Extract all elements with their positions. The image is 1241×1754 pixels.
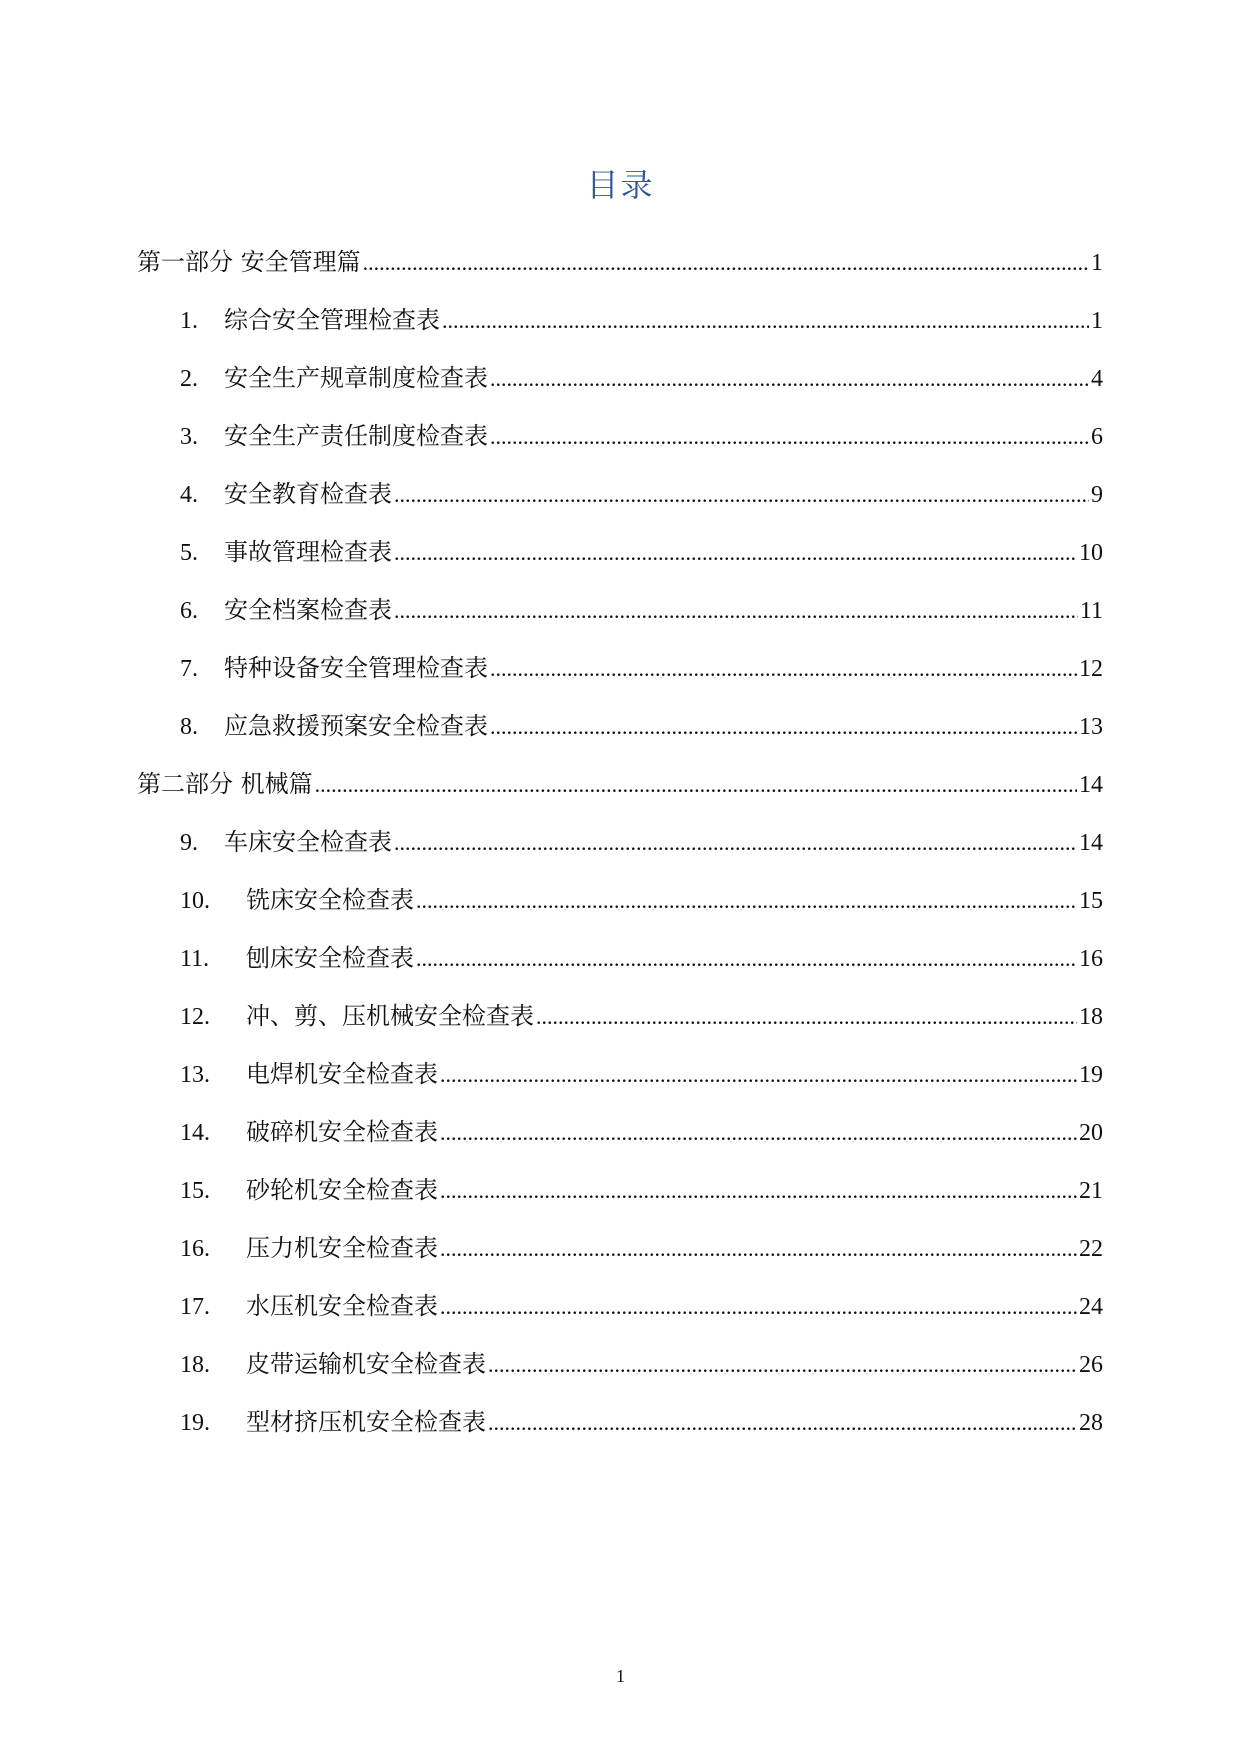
part-title: 第二部分 机械篇 <box>137 770 313 798</box>
toc-entry-3[interactable] <box>0 416 1241 456</box>
page-number: 13 <box>1079 714 1103 740</box>
toc-entry-13[interactable] <box>0 1054 1241 1094</box>
entry-label: 皮带运输机安全检查表 <box>246 1350 486 1378</box>
entry-label: 砂轮机安全检查表 <box>246 1176 438 1204</box>
entry-label: 破碎机安全检查表 <box>246 1118 438 1146</box>
entry-number: 15. <box>180 1178 210 1204</box>
entry-label: 压力机安全检查表 <box>246 1234 438 1262</box>
page-number: 1 <box>1091 308 1103 334</box>
entry-number: 19. <box>180 1410 210 1436</box>
entry-number: 11. <box>180 946 210 972</box>
toc-entry-5[interactable] <box>0 532 1241 572</box>
toc-entry-15[interactable] <box>0 1170 1241 1210</box>
entry-number: 7. <box>180 656 198 682</box>
toc-entry-9[interactable] <box>0 822 1241 862</box>
page-number: 12 <box>1079 656 1103 682</box>
page-number: 21 <box>1079 1178 1103 1204</box>
toc-entry-2[interactable] <box>0 358 1241 398</box>
toc-entry-18[interactable] <box>0 1344 1241 1384</box>
entry-label: 车床安全检查表 <box>224 828 392 856</box>
entry-number: 8. <box>180 714 198 740</box>
page-number: 10 <box>1079 540 1103 566</box>
toc-entry-19[interactable] <box>0 1402 1241 1442</box>
toc-entry-17[interactable] <box>0 1286 1241 1326</box>
page-number: 15 <box>1079 888 1103 914</box>
entry-label: 铣床安全检查表 <box>246 886 414 914</box>
toc-entry-8[interactable] <box>0 706 1241 746</box>
toc-part-1[interactable] <box>0 242 1241 282</box>
entry-number: 6. <box>180 598 198 624</box>
page-number: 22 <box>1079 1236 1103 1262</box>
toc-entry-16[interactable] <box>0 1228 1241 1268</box>
dot-leader <box>440 1062 1077 1088</box>
page-number: 1 <box>1091 250 1103 276</box>
dot-leader <box>394 830 1077 856</box>
toc-entry-11[interactable] <box>0 938 1241 978</box>
dot-leader <box>490 714 1077 740</box>
toc-entry-6[interactable] <box>0 590 1241 630</box>
dot-leader <box>490 424 1089 450</box>
page-number: 11 <box>1079 598 1103 624</box>
dot-leader <box>490 366 1089 392</box>
entry-label: 安全生产规章制度检查表 <box>224 364 488 392</box>
dot-leader <box>440 1294 1077 1320</box>
page-number: 16 <box>1079 946 1103 972</box>
dot-leader <box>394 482 1089 508</box>
dot-leader <box>536 1004 1077 1030</box>
entry-label: 冲、剪、压机械安全检查表 <box>246 1002 534 1030</box>
entry-number: 2. <box>180 366 198 392</box>
dot-leader <box>440 1120 1077 1146</box>
page-number: 18 <box>1079 1004 1103 1030</box>
dot-leader <box>488 1352 1077 1378</box>
entry-label: 型材挤压机安全检查表 <box>246 1408 486 1436</box>
page-number: 24 <box>1079 1294 1103 1320</box>
page-number: 20 <box>1079 1120 1103 1146</box>
toc-part-2[interactable] <box>0 764 1241 804</box>
dot-leader <box>315 772 1077 798</box>
part-title: 第一部分 安全管理篇 <box>137 248 361 276</box>
entry-number: 4. <box>180 482 198 508</box>
page-number: 14 <box>1079 830 1103 856</box>
footer-page-number: 1 <box>616 1666 625 1686</box>
toc-entry-1[interactable] <box>0 300 1241 340</box>
dot-leader <box>394 598 1078 624</box>
entry-number: 14. <box>180 1120 210 1146</box>
entry-number: 12. <box>180 1004 210 1030</box>
dot-leader <box>416 888 1077 914</box>
entry-label: 安全教育检查表 <box>224 480 392 508</box>
dot-leader <box>442 308 1089 334</box>
page-number: 6 <box>1091 424 1103 450</box>
page-number: 9 <box>1091 482 1103 508</box>
toc-entry-10[interactable] <box>0 880 1241 920</box>
entry-label: 事故管理检查表 <box>224 538 392 566</box>
entry-label: 水压机安全检查表 <box>246 1292 438 1320</box>
entry-label: 特种设备安全管理检查表 <box>224 654 488 682</box>
dot-leader <box>394 540 1077 566</box>
entry-label: 安全生产责任制度检查表 <box>224 422 488 450</box>
entry-label: 刨床安全检查表 <box>246 944 414 972</box>
entry-number: 10. <box>180 888 210 914</box>
page-number: 4 <box>1091 366 1103 392</box>
entry-number: 5. <box>180 540 198 566</box>
dot-leader <box>363 250 1089 276</box>
entry-label: 安全档案检查表 <box>224 596 392 624</box>
toc-title: 目录 <box>586 166 655 204</box>
entry-number: 16. <box>180 1236 210 1262</box>
dot-leader <box>440 1236 1077 1262</box>
entry-label: 应急救援预案安全检查表 <box>224 712 488 740</box>
page-number: 26 <box>1079 1352 1103 1378</box>
dot-leader <box>440 1178 1077 1204</box>
entry-number: 13. <box>180 1062 210 1088</box>
entry-label: 电焊机安全检查表 <box>246 1060 438 1088</box>
page-number: 19 <box>1079 1062 1103 1088</box>
toc-entry-7[interactable] <box>0 648 1241 688</box>
entry-label: 综合安全管理检查表 <box>224 306 440 334</box>
entry-number: 18. <box>180 1352 210 1378</box>
dot-leader <box>488 1410 1077 1436</box>
dot-leader <box>416 946 1077 972</box>
toc-entry-14[interactable] <box>0 1112 1241 1152</box>
entry-number: 3. <box>180 424 198 450</box>
toc-entry-12[interactable] <box>0 996 1241 1036</box>
toc-entry-4[interactable] <box>0 474 1241 514</box>
entry-number: 1. <box>180 308 198 334</box>
page-number: 28 <box>1079 1410 1103 1436</box>
page-number: 14 <box>1079 772 1103 798</box>
entry-number: 17. <box>180 1294 210 1320</box>
dot-leader <box>490 656 1077 682</box>
entry-number: 9. <box>180 830 198 856</box>
